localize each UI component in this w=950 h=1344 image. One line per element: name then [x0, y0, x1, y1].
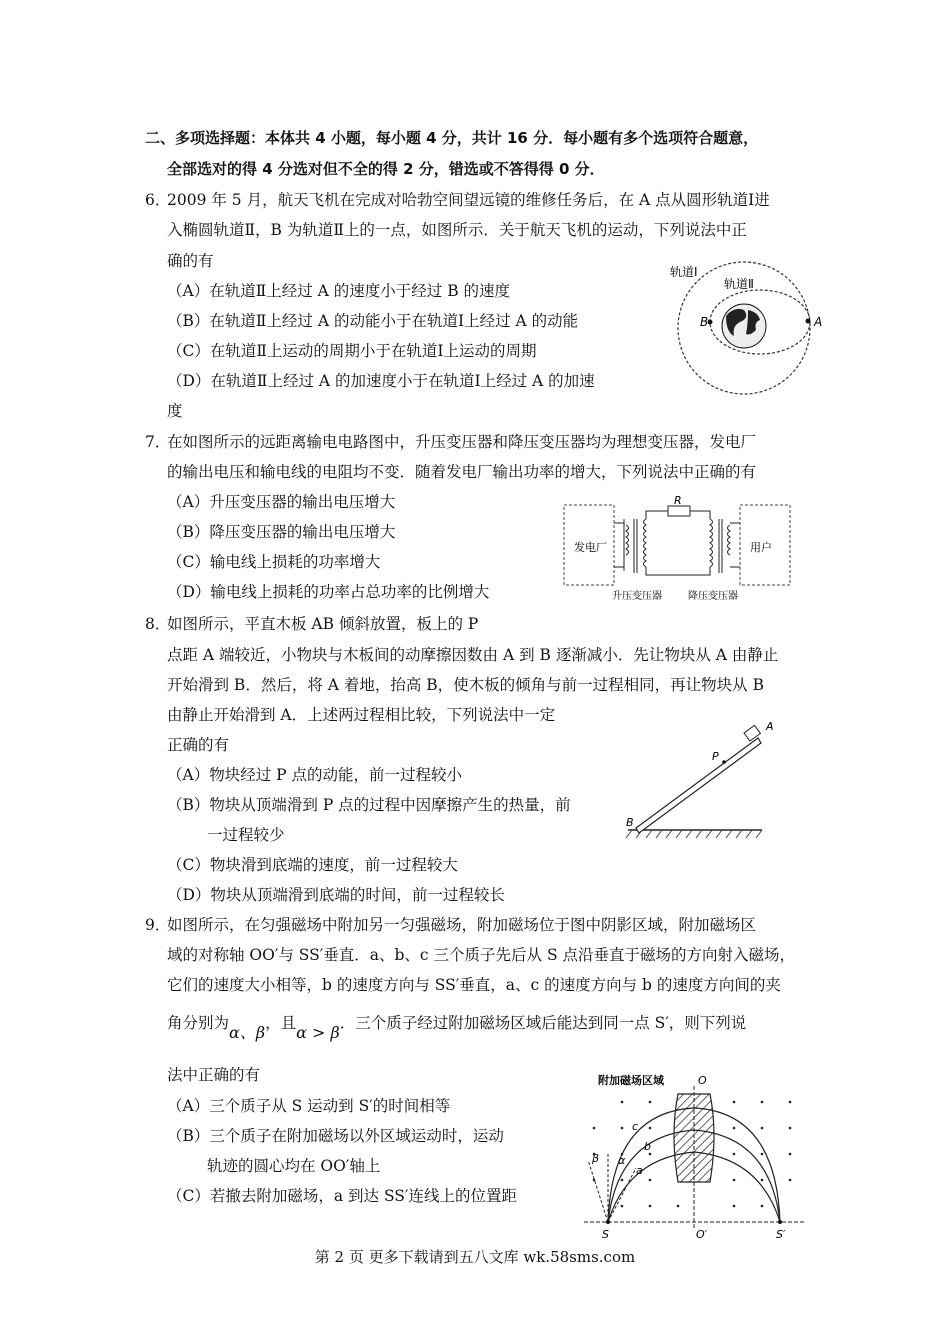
label-b: b — [644, 1140, 651, 1153]
q9-option-c: （C）若撤去附加磁场，a 到达 SS′连线上的位置距 — [167, 1187, 517, 1205]
q6-option-c: （C）在轨道Ⅱ上运动的周期小于在轨道Ⅰ上运动的周期 — [167, 342, 537, 360]
region-label: 附加磁场区域 — [598, 1074, 664, 1087]
q7-text-line: 的输出电压和输电线的电阻均不变．随着发电厂输出功率的增大，下列说法中正确的有 — [167, 463, 757, 481]
q9-option-a: （A）三个质子从 S 运动到 S′的时间相等 — [167, 1097, 451, 1115]
label-s: S — [602, 1228, 609, 1241]
point-p — [722, 760, 726, 764]
q9-option-b-cont: 轨迹的圆心均在 OO′轴上 — [207, 1157, 381, 1175]
stepdown-label: 降压变压器 — [688, 591, 738, 602]
label-a: A — [814, 315, 823, 329]
magnetic-field-figure — [578, 1072, 813, 1242]
q9-line4-part2: ，且 — [265, 1014, 297, 1032]
q8-text-line: 点距 A 端较近，小物块与木板间的动摩擦因数由 A 到 B 逐渐减小．先让物块从 A 由静止 — [167, 646, 779, 664]
point-s-prime — [778, 1220, 782, 1224]
q8-option-b: （B）物块从顶端滑到 P 点的过程中因摩擦产生的热量，前 — [167, 796, 571, 814]
q8-option-b-cont: 一过程较少 — [207, 826, 285, 844]
q7-option-a: （A）升压变压器的输出电压增大 — [167, 493, 396, 511]
label-o-prime: O′ — [696, 1228, 708, 1241]
ground-hatch — [626, 830, 762, 838]
q8-text-line: 开始滑到 B．然后，将 A 着地，抬高 B，使木板的倾角与前一过程相同，再让物块从 B — [167, 676, 765, 694]
q8-option-d: （D）物块从顶端滑到底端的时间，前一过程较长 — [167, 886, 505, 904]
label-a: A — [766, 720, 774, 733]
q7-option-b: （B）降压变压器的输出电压增大 — [167, 523, 396, 541]
label-o: O — [698, 1074, 707, 1087]
label-b: B — [626, 816, 634, 829]
page-footer: 第 2 页 更多下载请到五八文库 wk.58sms.com — [314, 1248, 636, 1266]
q6-text-line: 确的有 — [167, 252, 214, 270]
q6-option-d-cont: 度 — [167, 402, 183, 420]
q7-option-d: （D）输电线上损耗的功率占总功率的比例增大 — [167, 583, 490, 601]
q6-number: 6． — [145, 191, 171, 209]
stepdown-secondary-coil — [728, 525, 731, 555]
q9-text-line: 它们的速度大小相等，b 的速度方向与 SS′垂直，a、c 的速度方向与 b 的速度方向间的夹 — [167, 976, 781, 994]
resistor-label: R — [674, 494, 682, 507]
plant-label: 发电厂 — [574, 541, 607, 554]
q6-option-d: （D）在轨道Ⅱ上经过 A 的加速度小于在轨道Ⅰ上经过 A 的加速 — [167, 372, 595, 390]
q8-option-c: （C）物块滑到底端的速度，前一过程较大 — [167, 856, 458, 874]
q7-text-line: 在如图所示的远距离输电电路图中，升压变压器和降压变压器均为理想变压器，发电厂 — [167, 433, 757, 451]
q9-text-line: 如图所示，在匀强磁场中附加另一匀强磁场，附加磁场位于图中阴影区域，附加磁场区 — [167, 916, 757, 934]
q8-number: 8． — [145, 615, 171, 633]
q9-math-inequality: α > β — [296, 1023, 340, 1042]
label-s-prime: S′ — [776, 1228, 786, 1241]
q9-text-line5: 法中正确的有 — [167, 1066, 261, 1084]
wooden-board — [636, 738, 761, 833]
stepdown-primary-coil — [710, 519, 713, 567]
q9-line4-part1: 角分别为 — [167, 1014, 230, 1032]
q8-text-line: 如图所示，平直木板 AB 倾斜放置，板上的 P — [167, 615, 479, 633]
q9-math-angles: α、β — [229, 1023, 266, 1042]
q7-number: 7． — [145, 433, 171, 451]
label-beta: β — [592, 1152, 600, 1165]
user-label: 用户 — [750, 541, 772, 554]
stepup-secondary-coil — [644, 519, 647, 567]
label-b: B — [700, 315, 709, 329]
q6-text-line: 2009 年 5 月，航天飞机在完成对哈勃空间望远镜的维修任务后，在 A 点从圆形轨道Ⅰ进 — [167, 191, 770, 209]
point-a-dot — [806, 319, 811, 324]
label-alpha: α — [618, 1154, 626, 1167]
q8-text-line: 正确的有 — [167, 736, 230, 754]
q9-line4-part3: ．三个质子经过附加磁场区域后能达到同一点 S′，则下列说 — [339, 1014, 747, 1032]
incline-figure — [620, 716, 774, 846]
stepup-label: 升压变压器 — [612, 591, 662, 602]
q8-text-line: 由静止开始滑到 A．上述两过程相比较，下列说法中一定 — [167, 706, 556, 724]
q6-text-line: 入椭圆轨道Ⅱ，B 为轨道Ⅱ上的一点，如图所示．关于航天飞机的运动，下列说法中正 — [167, 221, 747, 239]
orbit-figure — [660, 258, 835, 398]
q8-option-a: （A）物块经过 P 点的动能，前一过程较小 — [167, 766, 462, 784]
stepup-primary-coil — [626, 525, 629, 555]
point-s — [606, 1220, 610, 1224]
q9-text-line: 域的对称轴 OO′与 SS′垂直．a、b、c 三个质子先后从 S 点沿垂直于磁场的方向射入磁场， — [167, 946, 796, 964]
q9-text-line4 — [167, 1010, 747, 1042]
label-a: a — [636, 1164, 643, 1177]
transmission-figure — [560, 495, 800, 605]
orbit-2-label: 轨道Ⅱ — [724, 277, 754, 291]
q7-option-c: （C）输电线上损耗的功率增大 — [167, 553, 381, 571]
orbit-1-label: 轨道Ⅰ — [670, 265, 698, 279]
label-c: c — [632, 1120, 639, 1133]
q6-option-a: （A）在轨道Ⅱ上经过 A 的速度小于经过 B 的速度 — [167, 282, 511, 300]
q9-number: 9． — [145, 916, 171, 934]
q9-option-b: （B）三个质子在附加磁场以外区域运动时，运动 — [167, 1127, 504, 1145]
resistor — [668, 506, 690, 516]
section-heading-line2: 全部选对的得 4 分选对但不全的得 2 分，错选或不答得得 0 分． — [167, 160, 605, 178]
q6-option-b: （B）在轨道Ⅱ上经过 A 的动能小于在轨道Ⅰ上经过 A 的动能 — [167, 312, 579, 330]
point-b-dot — [708, 320, 713, 325]
label-p: P — [712, 750, 719, 763]
section-heading-line1: 二、多项选择题：本体共 4 小题，每小题 4 分，共计 16 分．每小题有多个选项符合题意， — [145, 129, 759, 147]
